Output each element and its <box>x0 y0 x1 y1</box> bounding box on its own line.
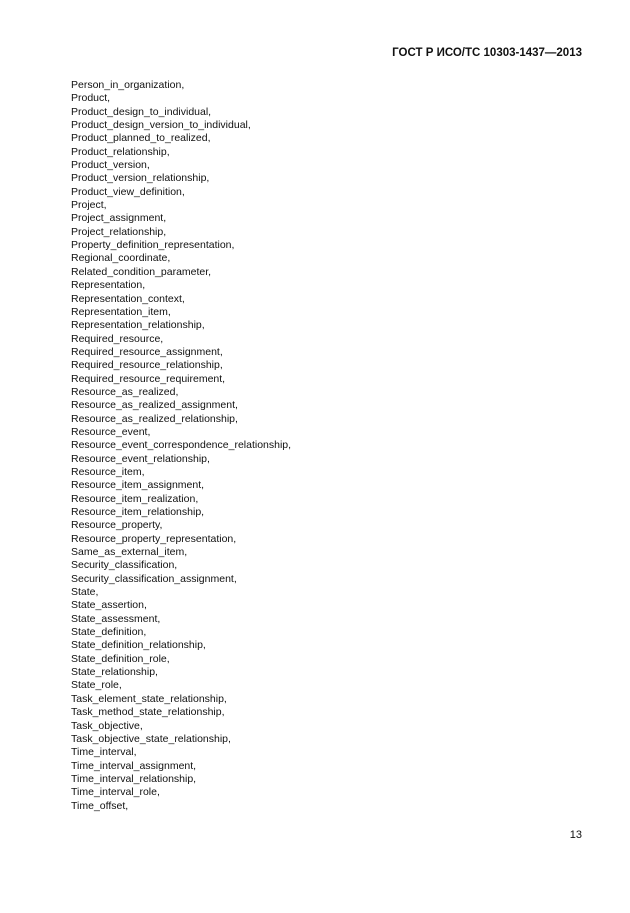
list-item: Resource_event, <box>71 425 151 438</box>
list-item: Task_element_state_relationship, <box>71 692 227 705</box>
entity-list <box>71 79 291 813</box>
list-item: State_definition_relationship, <box>71 639 206 652</box>
list-item: Representation_context, <box>71 292 185 305</box>
list-item: State_definition, <box>71 626 147 639</box>
list-item: Person_in_organization, <box>71 79 185 91</box>
list-item: Project, <box>71 199 107 212</box>
list-item: Product_view_definition, <box>71 185 185 198</box>
list-item: Required_resource_requirement, <box>71 372 226 385</box>
list-item: Product_design_to_individual, <box>71 105 212 118</box>
list-item: Product_planned_to_realized, <box>71 132 211 145</box>
list-item: Product_version, <box>71 159 150 172</box>
page-number: 13 <box>569 829 582 841</box>
list-item: State_assessment, <box>71 612 161 625</box>
list-item: Required_resource_relationship, <box>71 359 223 372</box>
list-item: Resource_item, <box>71 465 145 478</box>
list-item: Resource_event_relationship, <box>71 452 210 465</box>
list-item: State_assertion, <box>71 599 147 612</box>
list-item: State_definition_role, <box>71 652 170 665</box>
list-item: Resource_event_correspondence_relationship, <box>71 439 292 452</box>
page-header-standard-code: ГОСТ Р ИСО/ТС 10303-1437—2013 <box>392 47 582 59</box>
list-item: Resource_property, <box>71 519 163 532</box>
list-item: Related_condition_parameter, <box>71 265 212 278</box>
list-item: Resource_as_realized, <box>71 385 179 398</box>
list-item: Representation_item, <box>71 305 171 318</box>
list-item: Product_design_version_to_individual, <box>71 119 251 132</box>
list-item: Property_definition_representation, <box>71 239 235 252</box>
list-item: Time_offset, <box>71 799 129 812</box>
list-item: Security_classification_assignment, <box>71 572 237 585</box>
list-item: Required_resource_assignment, <box>71 345 223 358</box>
list-item: Task_objective, <box>71 719 143 732</box>
list-item: Task_objective_state_relationship, <box>71 732 231 745</box>
list-item: Same_as_external_item, <box>71 546 188 559</box>
list-item: Product_relationship, <box>71 145 170 158</box>
list-item: Resource_as_realized_assignment, <box>71 399 238 412</box>
list-item: Security_classification, <box>71 559 178 572</box>
list-item: Required_resource, <box>71 332 164 345</box>
list-item: State, <box>71 586 99 599</box>
list-item: Project_assignment, <box>71 212 167 225</box>
list-item: Time_interval_assignment, <box>71 759 197 772</box>
list-item: Resource_item_relationship, <box>71 506 205 518</box>
list-item: Product_version_relationship, <box>71 172 210 185</box>
list-item: Product, <box>71 92 111 105</box>
list-item: Representation_relationship, <box>71 319 205 332</box>
list-item: Resource_as_realized_relationship, <box>71 412 238 425</box>
list-item: Time_interval, <box>71 746 137 759</box>
list-item: Time_interval_relationship, <box>71 772 197 785</box>
list-item: State_relationship, <box>71 666 158 679</box>
list-item: Time_interval_role, <box>71 786 160 799</box>
list-item: Representation, <box>71 279 146 292</box>
list-item: State_role, <box>71 679 122 692</box>
list-item: Resource_property_representation, <box>71 532 237 545</box>
list-item: Project_relationship, <box>71 225 167 238</box>
list-item: Task_method_state_relationship, <box>71 706 225 719</box>
list-item: Resource_item_realization, <box>71 492 199 505</box>
list-item: Resource_item_assignment, <box>71 479 205 492</box>
list-item: Regional_coordinate, <box>71 252 171 265</box>
